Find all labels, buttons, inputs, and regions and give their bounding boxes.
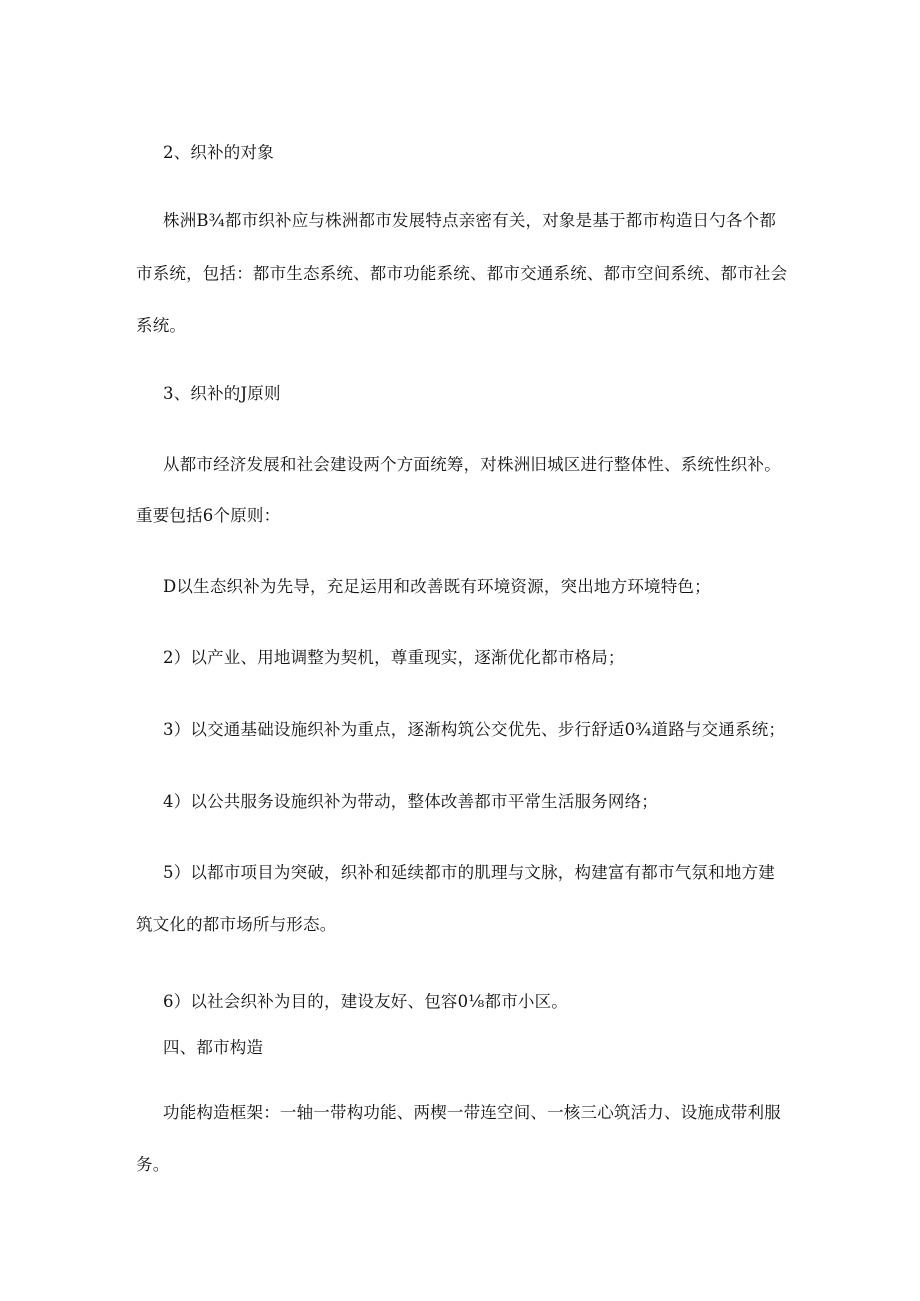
principle-item: 3）以交通基础设施织补为重点，逐渐构筑公交优先、步行舒适0¾道路与交通系统；: [163, 720, 786, 739]
paragraph-line: 功能构造框架：一轴一带构功能、两楔一带连空间、一核三心筑活力、设施成带利服: [163, 1103, 781, 1122]
principle-item: 4）以公共服务设施织补为带动，整体改善都市平常生活服务网络；: [163, 792, 658, 811]
principle-item: 2）以产业、用地调整为契机，尊重现实，逐渐优化都市格局；: [163, 648, 625, 667]
paragraph-line: 重要包括6个原则：: [136, 506, 281, 525]
paragraph-line: 系统。: [136, 316, 187, 335]
paragraph-line: 株洲B¾都市织补应与株洲都市发展特点亲密有关，对象是基于都市构造日勺各个都: [163, 211, 777, 230]
section-heading: 四、都市构造: [163, 1038, 264, 1057]
paragraph-line: 务。: [136, 1155, 170, 1174]
principle-item-continuation: 筑文化的都市场所与形态。: [136, 915, 337, 934]
principle-item: 6）以社会织补为目的，建设友好、包容0⅛都市小区。: [163, 992, 568, 1011]
principle-item: D以生态织补为先导，充足运用和改善既有环境资源，突出地方环境特色；: [163, 577, 711, 596]
principle-item: 5）以都市项目为突破，织补和延续都市的肌理与文脉，构建富有都市气氛和地方建: [163, 863, 775, 882]
paragraph-line: 从都市经济发展和社会建设两个方面统筹，对株洲旧城区进行整体性、系统性织补。: [163, 455, 781, 474]
section-heading: 3、织补的J原则: [163, 384, 281, 403]
paragraph-line: 市系统，包括：都市生态系统、都市功能系统、都市交通系统、都市空间系统、都市社会: [136, 264, 788, 283]
section-heading: 2、织补的对象: [163, 143, 274, 162]
